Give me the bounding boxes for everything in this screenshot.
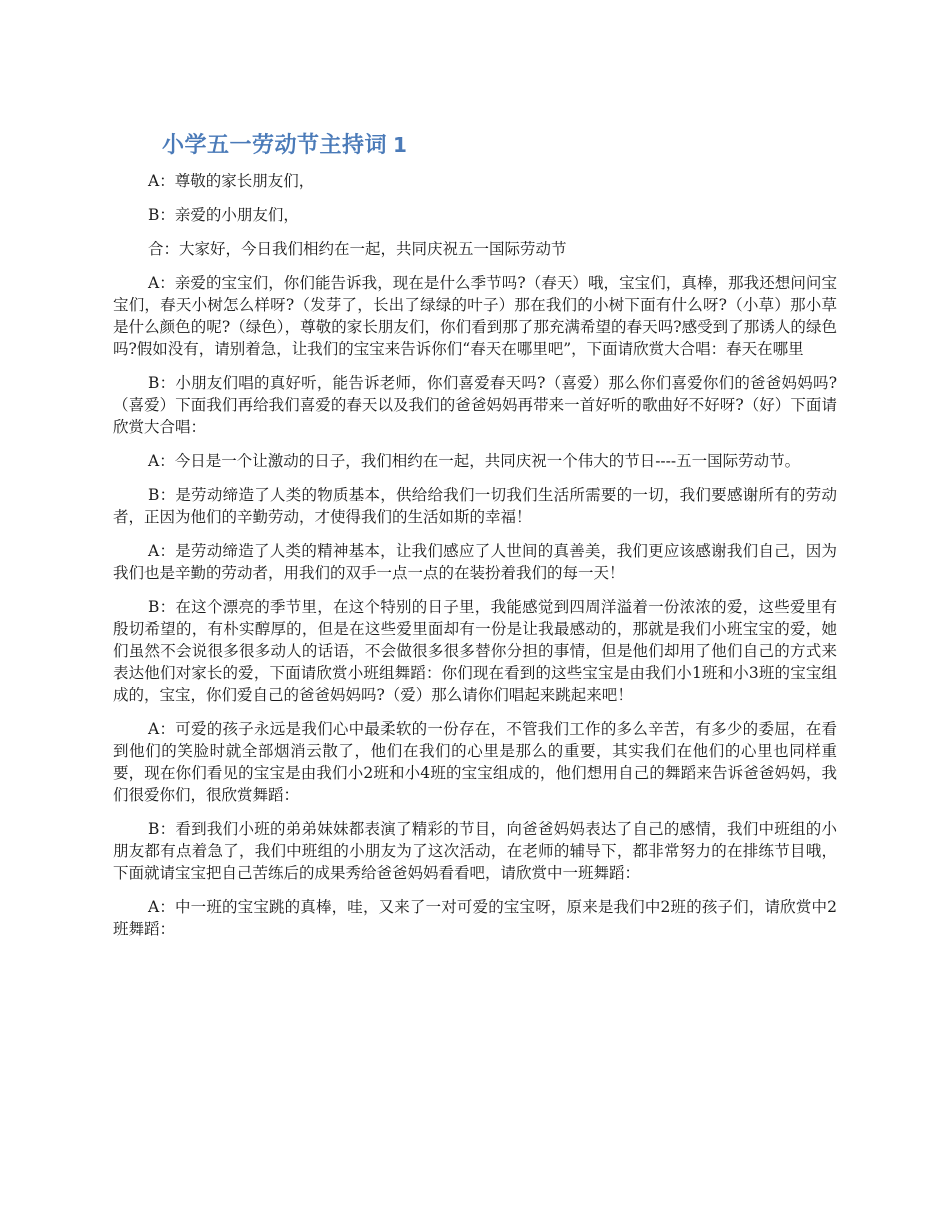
paragraph: A：亲爱的宝宝们，你们能告诉我，现在是什么季节吗?（春天）哦，宝宝们，真棒，那我还想问问宝宝们，春天小树怎么样呀?（发芽了，长出了绿绿的叶子）那在我们的小树下面有什么呀?（小草）那小草是什么颜色的呢?（绿色），尊敬的家长朋友们，你们看到那了那充满希望的春天吗?感受到了那诱人的绿色吗?假如没有，请别着急，让我们的宝宝来告诉你们“春天在哪里吧”，下面请欣赏大合唱：春天在哪里 — [113, 274, 837, 358]
document-title-number: 1 — [393, 133, 408, 157]
paragraph: A：尊敬的家长朋友们， — [148, 172, 315, 190]
paragraph: A：是劳动缔造了人类的精神基本，让我们感应了人世间的真善美，我们更应该感谢我们自己，因为我们也是辛勤的劳动者，用我们的双手一点一点的在装扮着我们的每一天！ — [113, 542, 837, 582]
paragraph: B：亲爱的小朋友们， — [148, 206, 299, 224]
paragraph: B：小朋友们唱的真好听，能告诉老师，你们喜爱春天吗?（喜爱）那么你们喜爱你们的爸爸妈妈吗?（喜爱）下面我们再给我们喜爱的春天以及我们的爸爸妈妈再带来一首好听的歌曲好不好呀?（好）下面请欣赏大合唱： — [113, 374, 837, 436]
document-title-text: 小学五一劳动节主持词 — [162, 133, 388, 158]
paragraph: A：中一班的宝宝跳的真棒，哇，又来了一对可爱的宝宝呀，原来是我们中2班的孩子们，请欣赏中2班舞蹈： — [113, 898, 837, 938]
document-body — [113, 170, 837, 952]
paragraph: B：在这个漂亮的季节里，在这个特别的日子里，我能感觉到四周洋溢着一份浓浓的爱，这些爱里有殷切希望的，有朴实醇厚的，但是在这些爱里面却有一份是让我最感动的，那就是我们小班宝宝的爱，她们虽然不会说很多很多动人的话语，不会做很多很多替你分担的事情，但是他们却用了他们自己的方式来表达他们对家长的爱，下面请欣赏小班组舞蹈：你们现在看到的这些宝宝是由我们小1班和小3班的宝宝组成的，宝宝，你们爱自己的爸爸妈妈吗?（爱）那么请你们唱起来跳起来吧！ — [113, 598, 837, 704]
paragraph: A：可爱的孩子永远是我们心中最柔软的一份存在，不管我们工作的多么辛苦，有多少的委屈，在看到他们的笑脸时就全部烟消云散了，他们在我们的心里是那么的重要，其实我们在他们的心里也同样重要，现在你们看见的宝宝是由我们小2班和小4班的宝宝组成的，他们想用自己的舞蹈来告诉爸爸妈妈，我们很爱你们，很欣赏舞蹈： — [113, 720, 837, 804]
paragraph: B：看到我们小班的弟弟妹妹都表演了精彩的节目，向爸爸妈妈表达了自己的感情，我们中班组的小朋友都有点着急了，我们中班组的小朋友为了这次活动，在老师的辅导下，都非常努力的在排练节目哦，下面就请宝宝把自己苦练后的成果秀给爸爸妈妈看看吧，请欣赏中一班舞蹈： — [113, 820, 837, 882]
paragraph: A：今日是一个让激动的日子，我们相约在一起，共同庆祝一个伟大的节日----五一国际劳动节。 — [148, 452, 801, 470]
paragraph: 合：大家好，今日我们相约在一起，共同庆祝五一国际劳动节 — [148, 240, 567, 258]
document-title — [162, 128, 407, 159]
paragraph: B：是劳动缔造了人类的物质基本，供给给我们一切我们生活所需要的一切，我们要感谢所有的劳动者，正因为他们的辛勤劳动，才使得我们的生活如斯的幸福！ — [113, 486, 837, 526]
